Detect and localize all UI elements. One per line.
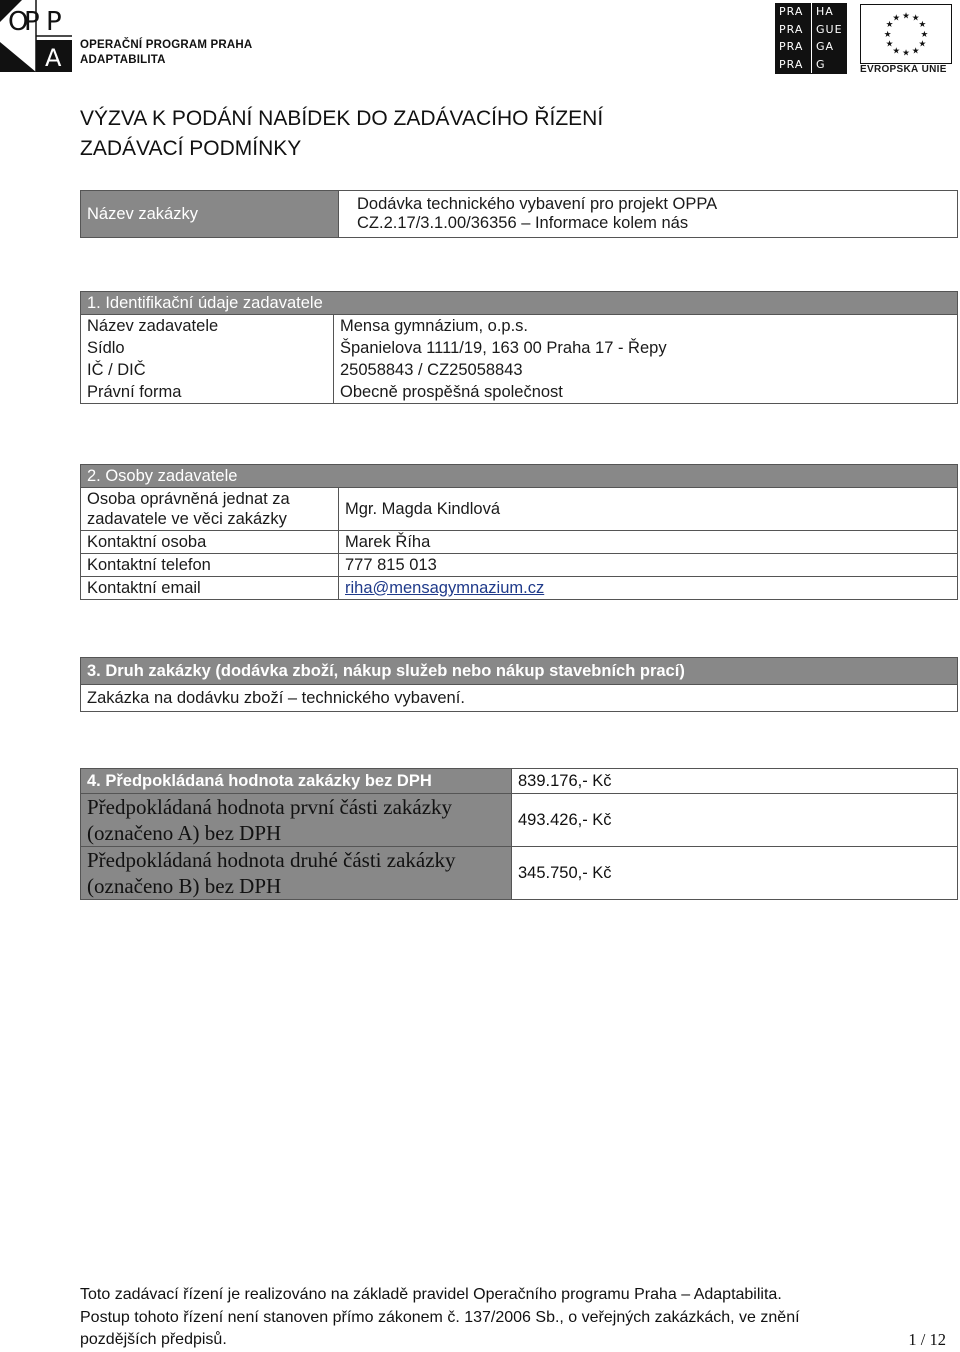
part-b-value: 345.750,- Kč	[512, 847, 958, 900]
oppa-logo	[0, 0, 72, 72]
document-title	[80, 104, 603, 164]
oppa-program-name	[80, 38, 252, 68]
row-label: IČ / DIČ	[81, 359, 334, 381]
section-4-heading: 4. Předpokládaná hodnota zakázky bez DPH	[81, 769, 512, 794]
section-1-heading: 1. Identifikační údaje zadavatele	[81, 292, 958, 315]
svg-text:★: ★	[885, 39, 894, 50]
svg-text:★: ★	[920, 29, 929, 40]
table-row	[81, 381, 958, 404]
svg-text:★: ★	[902, 48, 910, 59]
svg-text:★: ★	[892, 13, 901, 24]
svg-text:★: ★	[885, 20, 894, 31]
table-row	[81, 794, 958, 847]
contract-name-line-2: CZ.2.17/3.1.00/36356 – Informace kolem nás	[357, 214, 689, 232]
table-row	[81, 531, 958, 554]
footer-line-2: Postup tohoto řízení není stanoven přímo zákonem č. 137/2006 Sb., o veřejných zakázkách, ve znění	[80, 1308, 800, 1326]
row-value	[339, 577, 958, 600]
table-row	[81, 847, 958, 900]
praha-row: PRA G	[775, 56, 847, 74]
oppa-letter-p1: P	[24, 7, 40, 37]
row-label: Kontaktní osoba	[81, 531, 339, 554]
oppa-letter-p2: P	[46, 7, 62, 37]
table-row	[81, 554, 958, 577]
row-value: Mgr. Magda Kindlová	[339, 488, 958, 531]
row-label: Kontaktní telefon	[81, 554, 339, 577]
oppa-letter-o: O	[8, 7, 29, 37]
section-2-table	[80, 464, 958, 600]
part-a-value: 493.426,- Kč	[512, 794, 958, 847]
section-2-heading: 2. Osoby zadavatele	[81, 465, 958, 488]
row-value: Obecně prospěšná společnost	[334, 381, 958, 404]
footer-line-3: pozdějších předpisů.	[80, 1331, 227, 1348]
praha-row: PRA HA	[775, 3, 847, 21]
svg-text:★: ★	[883, 29, 892, 40]
footer	[80, 1284, 958, 1352]
part-a-label	[81, 794, 512, 847]
part-a-label-line-2: (označeno A) bez DPH	[87, 821, 282, 845]
contract-name-label: Název zakázky	[81, 191, 339, 238]
svg-text:★: ★	[918, 39, 927, 50]
contact-email-link[interactable]: riha@mensagymnazium.cz	[345, 578, 545, 597]
auth-label-line-2: zadavatele ve věci zakázky	[87, 510, 287, 528]
total-value: 839.176,- Kč	[512, 769, 958, 794]
row-label	[81, 488, 339, 531]
svg-text:★: ★	[911, 46, 920, 57]
table-row	[81, 337, 958, 359]
table-row	[81, 315, 958, 338]
row-value: Mensa gymnázium, o.p.s.	[334, 315, 958, 338]
row-value: 777 815 013	[339, 554, 958, 577]
praha-logo	[775, 3, 847, 74]
section-1-table	[80, 291, 958, 404]
page-number: 1 / 12	[908, 1330, 946, 1349]
oppa-letter-a: A	[45, 44, 62, 72]
section-3-table	[80, 657, 958, 712]
row-label: Název zadavatele	[81, 315, 334, 338]
auth-label-line-1: Osoba oprávněná jednat za	[87, 490, 290, 508]
row-label: Kontaktní email	[81, 577, 339, 600]
section-3-heading: 3. Druh zakázky (dodávka zboží, nákup služeb nebo nákup stavebních prací)	[81, 658, 958, 685]
contract-name-line-1: Dodávka technického vybavení pro projekt OPPA	[357, 195, 718, 213]
svg-text:★: ★	[911, 13, 920, 24]
section-3-value: Zakázka na dodávku zboží – technického vybavení.	[81, 685, 958, 712]
contract-name-value	[339, 191, 958, 238]
praha-row: PRA GUE	[775, 21, 847, 39]
part-a-label-line-1: Předpokládaná hodnota první části zakázky	[87, 795, 453, 819]
row-value: 25058843 / CZ25058843	[334, 359, 958, 381]
contract-name-table	[80, 190, 958, 238]
praha-row: PRA GA	[775, 38, 847, 56]
svg-text:★: ★	[892, 46, 901, 57]
row-value: Marek Říha	[339, 531, 958, 554]
oppa-line-2: ADAPTABILITA	[80, 54, 166, 66]
eu-flag-icon	[860, 4, 952, 64]
table-row	[81, 488, 958, 531]
row-value: Španielova 1111/19, 163 00 Praha 17 - Řepy	[334, 337, 958, 359]
footer-line-1: Toto zadávací řízení je realizováno na základě pravidel Operačního programu Praha – Adaptabilita.	[80, 1286, 782, 1303]
part-b-label	[81, 847, 512, 900]
table-row	[81, 359, 958, 381]
svg-text:★: ★	[918, 20, 927, 31]
oppa-line-1: OPERAČNÍ PROGRAM PRAHA	[80, 39, 253, 51]
section-4-table	[80, 768, 958, 900]
part-b-label-line-2: (označeno B) bez DPH	[87, 874, 282, 898]
part-b-label-line-1: Předpokládaná hodnota druhé části zakázky	[87, 848, 456, 872]
table-row	[81, 577, 958, 600]
row-label: Sídlo	[81, 337, 334, 359]
eu-label: EVROPSKÁ UNIE	[860, 64, 947, 75]
title-line-2: ZADÁVACÍ PODMÍNKY	[80, 137, 302, 160]
row-label: Právní forma	[81, 381, 334, 404]
svg-text:★: ★	[902, 11, 910, 22]
title-line-1: VÝZVA K PODÁNÍ NABÍDEK DO ZADÁVACÍHO ŘÍZENÍ	[80, 107, 604, 130]
